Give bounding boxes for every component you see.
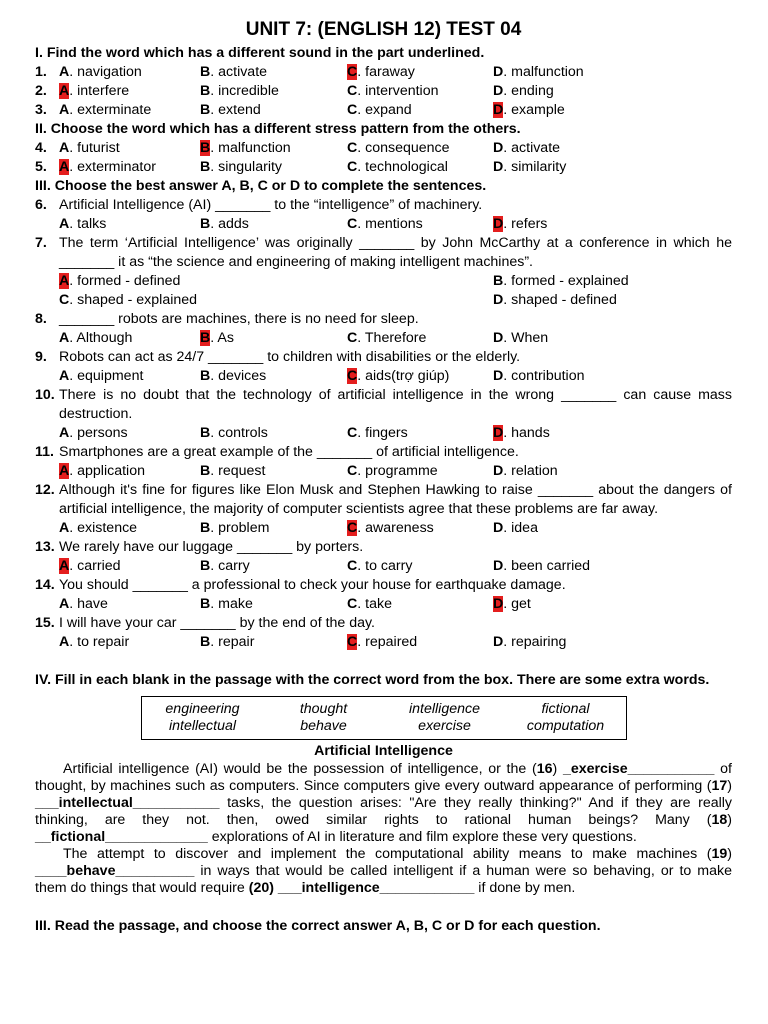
option-d[interactable]: D. malfunction [493, 64, 584, 80]
option-letter: B [200, 596, 211, 612]
option-letter: A [59, 273, 70, 289]
option-text: to repair [77, 634, 130, 650]
option-text: problem [218, 520, 270, 536]
option-d[interactable]: D. activate [493, 140, 561, 156]
option-text: exterminator [77, 159, 156, 175]
option-text: expand [365, 102, 412, 118]
option-d[interactable]: D. ending [493, 83, 554, 99]
blank-number-16: 16 [536, 761, 553, 777]
question-3 [35, 101, 732, 120]
passage-paragraph-2 [35, 846, 732, 897]
answer-17: ___intellectual___________ [35, 795, 220, 811]
option-a[interactable]: A. application [59, 463, 145, 479]
option-letter: A [59, 64, 70, 80]
option-text: fingers [365, 425, 408, 441]
option-letter: B [200, 140, 211, 156]
option-c[interactable]: C. take [347, 596, 392, 612]
answer-20: ___intelligence____________ [277, 880, 475, 896]
option-letter: A [59, 425, 70, 441]
option-letter: A [59, 159, 70, 175]
option-letter: A [59, 83, 70, 99]
option-a[interactable]: A. persons [59, 425, 128, 441]
option-letter: B [200, 102, 211, 118]
word-box-item: intelligence [409, 701, 480, 717]
question-number: 13. [35, 539, 55, 555]
option-text: faraway [365, 64, 415, 80]
question-number: 2. [35, 83, 47, 99]
option-letter: C [347, 64, 358, 80]
option-text: relation [511, 463, 558, 479]
option-a[interactable]: A. carried [59, 558, 121, 574]
option-a[interactable]: A. exterminator [59, 159, 156, 175]
option-text: request [218, 463, 266, 479]
passage-text: ) [727, 846, 732, 862]
option-letter: A [59, 330, 70, 346]
option-a[interactable]: A. interfere [59, 83, 130, 99]
section-2-questions [35, 139, 732, 177]
question-10 [35, 386, 732, 443]
option-c[interactable]: C. expand [347, 102, 412, 118]
option-letter: A [59, 634, 70, 650]
question-number: 5. [35, 159, 47, 175]
question-number: 9. [35, 349, 47, 365]
word-box-item: computation [526, 718, 605, 734]
option-letter: C [347, 102, 358, 118]
option-text: refers [511, 216, 548, 232]
option-letter: D [493, 83, 504, 99]
option-text: similarity [511, 159, 567, 175]
option-letter: A [59, 140, 70, 156]
option-b[interactable]: B. formed - explained [493, 273, 629, 289]
option-c[interactable]: C. Therefore [347, 330, 427, 346]
option-letter: B [200, 634, 211, 650]
option-a[interactable]: A. navigation [59, 64, 142, 80]
option-letter: D [493, 520, 504, 536]
option-d[interactable]: D. contribution [493, 368, 585, 384]
option-a[interactable]: A. Although [59, 330, 133, 346]
option-letter: D [493, 558, 504, 574]
word-box-item: intellectual [168, 718, 237, 734]
question-stem: Smartphones are a great example of the _______ of artificial intelligence. [59, 444, 519, 460]
option-c[interactable]: C. technological [347, 159, 448, 175]
option-text: carry [218, 558, 250, 574]
option-text: malfunction [511, 64, 584, 80]
option-letter: D [493, 140, 504, 156]
option-c[interactable]: C. awareness [347, 520, 434, 536]
question-12 [35, 481, 732, 538]
question-number: 14. [35, 577, 55, 593]
question-11 [35, 443, 732, 481]
option-letter: B [200, 83, 211, 99]
option-letter: C [347, 159, 358, 175]
option-text: example [511, 102, 565, 118]
option-b[interactable]: B. As [200, 330, 234, 346]
passage-text: if done by men. [474, 880, 576, 896]
option-text: have [77, 596, 108, 612]
question-5 [35, 158, 732, 177]
option-a[interactable]: A. formed - defined [59, 273, 181, 289]
option-text: Therefore [364, 330, 427, 346]
option-letter: B [200, 425, 211, 441]
option-text: equipment [77, 368, 144, 384]
option-d[interactable]: D. been carried [493, 558, 591, 574]
option-letter: C [347, 140, 358, 156]
option-text: intervention [365, 83, 439, 99]
option-text: awareness [365, 520, 434, 536]
question-number: 4. [35, 140, 47, 156]
option-text: programme [365, 463, 438, 479]
option-letter: D [493, 596, 504, 612]
word-box-item: fictional [541, 701, 590, 717]
passage-text: in ways that would be called intelligent if a human were so behaving, or to make them do things that would require [35, 863, 732, 896]
option-letter: B [200, 64, 211, 80]
option-letter: C [59, 292, 70, 308]
option-b[interactable]: B. repair [200, 634, 255, 650]
question-stem: We rarely have our luggage _______ by porters. [59, 539, 364, 555]
question-number: 7. [35, 235, 47, 251]
option-text: get [511, 596, 531, 612]
option-text: persons [77, 425, 128, 441]
passage-text: tasks, the question arises: "Are they really thinking?" And if they are really thinking, are they not. then, owed similar rights to rational human beings? Many ( [35, 795, 732, 828]
option-letter: B [200, 520, 211, 536]
option-b[interactable]: B. malfunction [200, 140, 291, 156]
passage-text: The attempt to discover and implement the computational ability means to make machines ( [63, 846, 712, 862]
option-d[interactable]: D. shaped - defined [493, 292, 617, 308]
option-text: formed - defined [77, 273, 181, 289]
question-13 [35, 538, 732, 576]
option-text: shaped - defined [511, 292, 617, 308]
option-letter: D [493, 463, 504, 479]
option-c[interactable]: C. shaped - explained [59, 292, 198, 308]
option-b[interactable]: B. devices [200, 368, 267, 384]
option-a[interactable]: A. existence [59, 520, 138, 536]
option-letter: A [59, 596, 70, 612]
option-text: shaped - explained [77, 292, 198, 308]
option-letter: B [493, 273, 504, 289]
option-text: controls [218, 425, 268, 441]
option-text: repairing [511, 634, 567, 650]
option-text: activate [218, 64, 268, 80]
option-b[interactable]: B. adds [200, 216, 249, 232]
option-letter: A [59, 558, 70, 574]
option-letter: A [59, 463, 70, 479]
option-text: singularity [218, 159, 283, 175]
question-number: 3. [35, 102, 47, 118]
option-b[interactable]: B. problem [200, 520, 270, 536]
question-number: 15. [35, 615, 55, 631]
section-3-questions [35, 196, 732, 652]
option-d[interactable]: D. repairing [493, 634, 567, 650]
option-text: mentions [365, 216, 423, 232]
option-letter: D [493, 292, 504, 308]
question-number: 6. [35, 197, 47, 213]
blank-number-17: 17 [711, 778, 728, 794]
option-b[interactable]: B. singularity [200, 159, 283, 175]
option-text: exterminate [77, 102, 152, 118]
page-title: UNIT 7: (ENGLISH 12) TEST 04 [245, 19, 522, 40]
word-box-item: behave [300, 718, 347, 734]
option-letter: B [200, 368, 211, 384]
option-letter: C [347, 368, 358, 384]
option-letter: A [59, 102, 70, 118]
option-letter: D [493, 425, 504, 441]
option-a[interactable]: A. talks [59, 216, 107, 232]
option-text: extend [218, 102, 261, 118]
option-letter: B [200, 216, 211, 232]
option-letter: C [347, 330, 358, 346]
passage-text: ) [552, 761, 563, 777]
option-c[interactable]: C. consequence [347, 140, 450, 156]
option-c[interactable]: C. to carry [347, 558, 413, 574]
question-8 [35, 310, 732, 348]
option-b[interactable]: B. make [200, 596, 253, 612]
blank-number-18: 18 [711, 812, 728, 828]
option-d[interactable]: D. example [493, 102, 565, 118]
blank-number-19: 19 [711, 846, 728, 862]
option-letter: D [493, 330, 504, 346]
passage-text: of thought, by machines such as computers. Since computers give every outward appearance of performing ( [35, 761, 732, 794]
option-text: talks [77, 216, 107, 232]
option-a[interactable]: A. to repair [59, 634, 130, 650]
option-text: take [365, 596, 392, 612]
word-box-item: thought [299, 701, 348, 717]
question-7 [35, 234, 732, 310]
option-letter: A [59, 216, 70, 232]
question-4 [35, 139, 732, 158]
option-d[interactable]: D. relation [493, 463, 558, 479]
question-number: 12. [35, 482, 55, 498]
option-text: technological [365, 159, 448, 175]
option-text: hands [511, 425, 550, 441]
option-b[interactable]: B. request [200, 463, 266, 479]
passage-text: Artificial intelligence (AI) would be the possession of intelligence, or the ( [63, 761, 537, 777]
option-text: carried [77, 558, 121, 574]
question-stem: The term ‘Artificial Intelligence’ was originally _______ by John McCarthy at a conference in which he _______ it as “the science and engineering of making intelligent machines”. [59, 235, 732, 270]
section-1-questions [35, 63, 732, 120]
option-text: futurist [77, 140, 120, 156]
question-number: 1. [35, 64, 47, 80]
section-3-heading: III. Choose the best answer A, B, C or D to complete the sentences. [35, 178, 487, 194]
option-text: When [511, 330, 549, 346]
option-letter: C [347, 634, 358, 650]
option-text: been carried [511, 558, 591, 574]
option-text: repaired [365, 634, 418, 650]
option-text: As [217, 330, 234, 346]
option-letter: C [347, 558, 358, 574]
option-letter: B [200, 558, 211, 574]
passage-text: ) [727, 778, 732, 794]
question-6 [35, 196, 732, 234]
option-c[interactable]: C. aids(trợ giúp) [347, 368, 450, 384]
option-b[interactable]: B. carry [200, 558, 250, 574]
option-text: application [77, 463, 145, 479]
option-text: idea [511, 520, 538, 536]
option-text: existence [77, 520, 138, 536]
option-letter: B [200, 330, 211, 346]
question-2 [35, 82, 732, 101]
answer-16: _exercise___________ [562, 761, 715, 777]
word-box-item: engineering [165, 701, 240, 717]
option-b[interactable]: B. extend [200, 102, 261, 118]
question-1 [35, 63, 732, 82]
passage-paragraph-1 [35, 761, 732, 846]
question-9 [35, 348, 732, 386]
option-text: navigation [77, 64, 142, 80]
test-page [35, 18, 732, 936]
option-letter: B [200, 159, 211, 175]
option-text: devices [218, 368, 267, 384]
option-a[interactable]: A. exterminate [59, 102, 152, 118]
question-stem: There is no doubt that the technology of artificial intelligence in the wrong _______ can cause mass destruction. [59, 387, 732, 422]
option-letter: C [347, 83, 358, 99]
question-number: 8. [35, 311, 47, 327]
option-b[interactable]: B. incredible [200, 83, 279, 99]
word-box [141, 696, 627, 740]
option-d[interactable]: D. get [493, 596, 531, 612]
option-letter: A [59, 520, 70, 536]
section-5-heading: III. Read the passage, and choose the correct answer A, B, C or D for each question. [35, 918, 601, 934]
option-d[interactable]: D. similarity [493, 159, 567, 175]
option-letter: D [493, 102, 504, 118]
option-a[interactable]: A. have [59, 596, 108, 612]
section-4-heading: IV. Fill in each blank in the passage with the correct word from the box. There are some extra words. [35, 672, 710, 688]
option-text: make [218, 596, 253, 612]
question-number: 11. [35, 444, 54, 460]
option-letter: C [347, 520, 358, 536]
option-letter: D [493, 159, 504, 175]
question-stem: Robots can act as 24/7 _______ to children with disabilities or the elderly. [59, 349, 521, 365]
word-box-item: exercise [418, 718, 471, 734]
section-2-heading: II. Choose the word which has a different stress pattern from the others. [35, 121, 521, 137]
option-a[interactable]: A. futurist [59, 140, 120, 156]
option-d[interactable]: D. refers [493, 216, 548, 232]
passage-title: Artificial Intelligence [314, 743, 453, 759]
question-14 [35, 576, 732, 614]
option-letter: D [493, 216, 504, 232]
option-letter: C [347, 216, 358, 232]
option-d[interactable]: D. idea [493, 520, 538, 536]
option-text: adds [218, 216, 249, 232]
option-text: Although [76, 330, 133, 346]
question-number: 10. [35, 387, 55, 403]
option-b[interactable]: B. controls [200, 425, 268, 441]
option-c[interactable]: C. faraway [347, 64, 415, 80]
question-stem: Although it's fine for figures like Elon Musk and Stephen Hawking to raise _______ about the dangers of artificial intelligence, the majority of computer scientists agree that these problems are far away. [59, 482, 732, 517]
option-c[interactable]: C. mentions [347, 216, 423, 232]
option-letter: C [347, 596, 358, 612]
option-text: incredible [218, 83, 279, 99]
option-text: formed - explained [511, 273, 629, 289]
option-text: activate [511, 140, 561, 156]
option-letter: D [493, 634, 504, 650]
option-text: ending [511, 83, 554, 99]
option-letter: C [347, 463, 358, 479]
question-15 [35, 614, 732, 652]
question-stem: You should _______ a professional to check your house for earthquake damage. [59, 577, 566, 593]
option-text: interfere [77, 83, 130, 99]
question-stem: I will have your car _______ by the end of the day. [59, 615, 376, 631]
passage-text: explorations of AI in literature and film explore these very questions. [207, 829, 637, 845]
option-text: repair [218, 634, 255, 650]
option-c[interactable]: C. intervention [347, 83, 439, 99]
option-letter: A [59, 368, 70, 384]
blank-number-20: (20) [248, 880, 274, 896]
answer-19: ____behave__________ [35, 863, 195, 879]
option-letter: D [493, 368, 504, 384]
option-text: consequence [365, 140, 450, 156]
option-letter: C [347, 425, 358, 441]
option-c[interactable]: C. repaired [347, 634, 418, 650]
option-b[interactable]: B. activate [200, 64, 268, 80]
option-c[interactable]: C. fingers [347, 425, 408, 441]
option-text: contribution [511, 368, 585, 384]
option-a[interactable]: A. equipment [59, 368, 144, 384]
question-stem: Artificial Intelligence (AI) _______ to the “intelligence” of machinery. [59, 197, 483, 213]
option-letter: B [200, 463, 211, 479]
passage-text: ) [727, 812, 732, 828]
option-text: to carry [365, 558, 413, 574]
option-letter: D [493, 64, 504, 80]
option-d[interactable]: D. hands [493, 425, 550, 441]
answer-18: __fictional_____________ [35, 829, 208, 845]
option-text: aids(trợ giúp) [365, 368, 450, 384]
option-c[interactable]: C. programme [347, 463, 438, 479]
section-1-heading: I. Find the word which has a different sound in the part underlined. [35, 45, 485, 61]
option-d[interactable]: D. When [493, 330, 549, 346]
option-text: malfunction [218, 140, 291, 156]
question-stem: _______ robots are machines, there is no need for sleep. [59, 311, 419, 327]
